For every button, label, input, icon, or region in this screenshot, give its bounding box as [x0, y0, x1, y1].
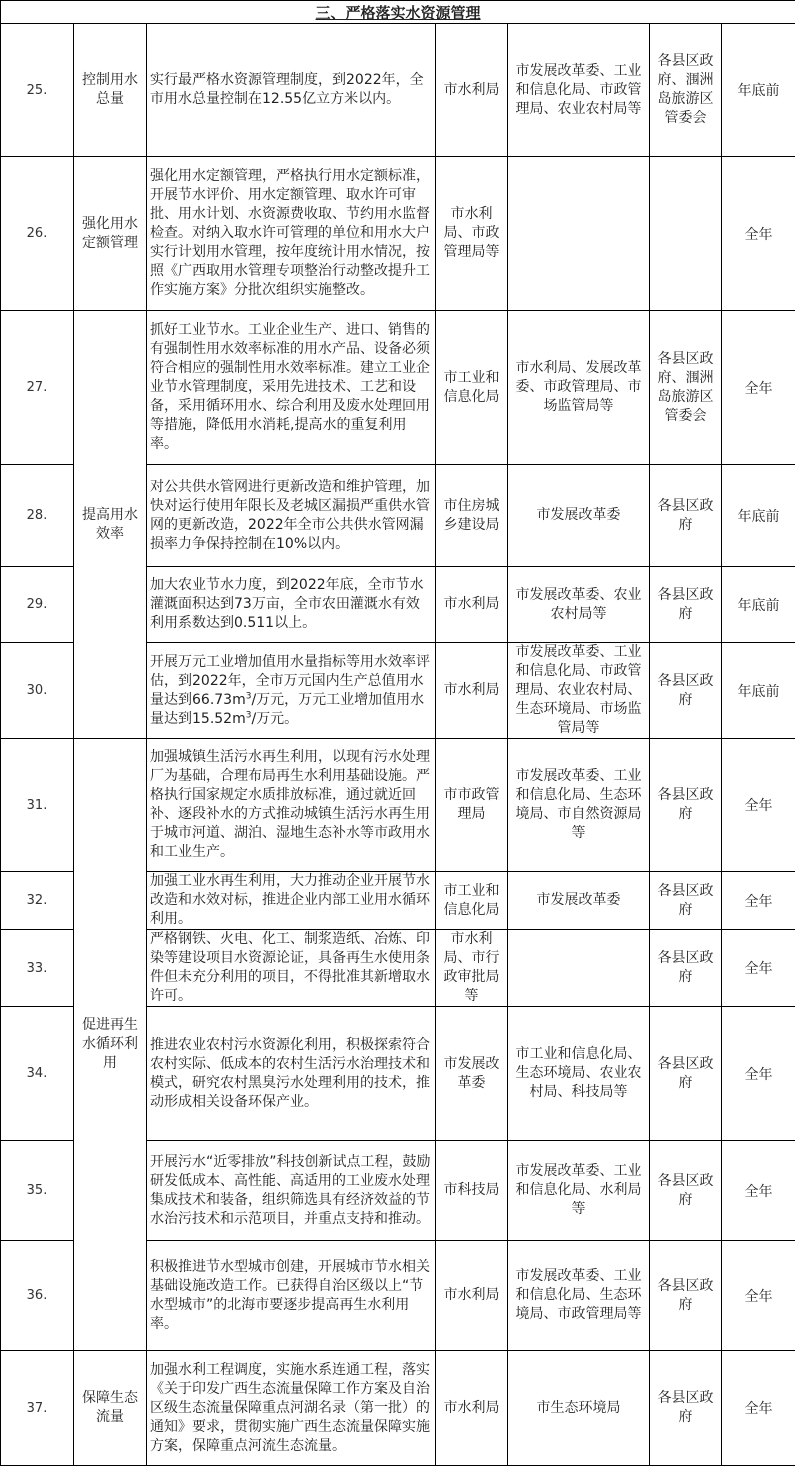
task-name: 保障生态流量: [74, 1351, 147, 1466]
cooperating-units: 市发展改革委: [508, 465, 650, 567]
lead-unit: 市水利局: [436, 24, 508, 157]
task-name: 提高用水效率: [74, 311, 147, 739]
responsible-units: 各县区政府: [650, 643, 722, 739]
table-row: [1, 1351, 795, 1466]
deadline: 全年: [722, 157, 795, 311]
deadline: 年底前: [722, 465, 795, 567]
row-number: 25.: [1, 24, 74, 157]
deadline: 全年: [722, 311, 795, 465]
responsible-units: 各县区政府、涠洲岛旅游区管委会: [650, 311, 722, 465]
row-number: 35.: [1, 1141, 74, 1241]
deadline: 年底前: [722, 24, 795, 157]
task-content: 对公共供水管网进行更新改造和维护管理，加快对运行使用年限长及老城区漏损严重供水管网的更新改造，2022年全市公共供水管网漏损率力争保持控制在10%以内。: [147, 465, 436, 567]
cooperating-units: 市工业和信息化局、生态环境局、农业农村局、科技局等: [508, 1007, 650, 1141]
table-row: [1, 739, 795, 872]
cooperating-units: 市发展改革委、工业和信息化局、市政管理局、农业农村局、生态环境局、市场监管局等: [508, 643, 650, 739]
task-name: 强化用水定额管理: [74, 157, 147, 311]
deadline: 年底前: [722, 643, 795, 739]
deadline: 全年: [722, 1351, 795, 1466]
deadline: 全年: [722, 872, 795, 930]
row-number: 34.: [1, 1007, 74, 1141]
lead-unit: 市水利局: [436, 1241, 508, 1351]
task-content: 加强城镇生活污水再生利用，以现有污水处理厂为基础，合理布局再生水利用基础设施。严格执行国家规定水质排放标准，通过就近回补、逐段补水的方式推动城镇生活污水再生用于城市河道、湖泊、湿地生态补水等市政用水和工业生产。: [147, 739, 436, 872]
deadline: 年底前: [722, 567, 795, 643]
responsible-units: 各县区政府、涠洲岛旅游区管委会: [650, 24, 722, 157]
cooperating-units: 市发展改革委、农业农村局等: [508, 567, 650, 643]
lead-unit: 市工业和信息化局: [436, 872, 508, 930]
task-name: 控制用水总量: [74, 24, 147, 157]
cooperating-units: 市生态环境局: [508, 1351, 650, 1466]
row-number: 33.: [1, 930, 74, 1007]
task-content: 推进农业农村污水资源化利用，积极探索符合农村实际、低成本的农村生活污水治理技术和模式，研究农村黑臭污水处理利用的技术，推动形成相关设备环保产业。: [147, 1007, 436, 1141]
cooperating-units: 市发展改革委、工业和信息化局、生态环境局、市自然资源局等: [508, 739, 650, 872]
row-number: 29.: [1, 567, 74, 643]
row-number: 26.: [1, 157, 74, 311]
cooperating-units: [508, 930, 650, 1007]
table-row: [1, 311, 795, 465]
lead-unit: 市水利局、市行政审批局等: [436, 930, 508, 1007]
deadline: 全年: [722, 1141, 795, 1241]
lead-unit: 市市政管理局: [436, 739, 508, 872]
responsible-units: 各县区政府: [650, 465, 722, 567]
cooperating-units: [508, 157, 650, 311]
lead-unit: 市发展改革委: [436, 1007, 508, 1141]
row-number: 31.: [1, 739, 74, 872]
section-title: 三、严格落实水资源管理: [1, 1, 795, 24]
task-content: 强化用水定额管理，严格执行用水定额标准，开展节水评价、用水定额管理、取水许可审批、用水计划、水资源费收取、节约用水监督检查。对纳入取水许可管理的单位和用水大户实行计划用水管理，按年度统计用水情况，按照《广西取用水管理专项整治行动整改提升工作实施方案》分批次组织实施整改。: [147, 157, 436, 311]
task-content: 实行最严格水资源管理制度，到2022年，全市用水总量控制在12.55亿立方米以内。: [147, 24, 436, 157]
lead-unit: 市科技局: [436, 1141, 508, 1241]
table-row: [1, 157, 795, 311]
task-name: 促进再生水循环利用: [74, 739, 147, 1351]
row-number: 37.: [1, 1351, 74, 1466]
task-content: 严格钢铁、火电、化工、制浆造纸、冶炼、印染等建设项目水资源论证，具备再生水使用条件但未充分利用的项目，不得批准其新增取水许可。: [147, 930, 436, 1007]
responsible-units: 各县区政府: [650, 930, 722, 1007]
table-row: [1, 24, 795, 157]
responsible-units: 各县区政府: [650, 739, 722, 872]
responsible-units: 各县区政府: [650, 872, 722, 930]
cooperating-units: 市水利局、发展改革委、市政管理局、市场监管局等: [508, 311, 650, 465]
responsible-units: 各县区政府: [650, 1141, 722, 1241]
responsible-units: 各县区政府: [650, 1241, 722, 1351]
task-content: 积极推进节水型城市创建，开展城市节水相关基础设施改造工作。已获得自治区级以上“节水型城市”的北海市要逐步提高再生水利用率。: [147, 1241, 436, 1351]
row-number: 36.: [1, 1241, 74, 1351]
task-content: 抓好工业节水。工业企业生产、进口、销售的有强制性用水效率标准的用水产品、设备必须符合相应的强制性用水效率标准。建立工业企业节水管理制度，采用先进技术、工艺和设备，采用循环用水、综合利用及废水处理回用等措施，降低用水消耗,提高水的重复利用率。: [147, 311, 436, 465]
task-content: 开展万元工业增加值用水量指标等用水效率评估，到2022年，全市万元国内生产总值用水量达到$66.73m^3/$万元，万元工业增加值用水量达到$15.52m^3/$万元。: [147, 643, 436, 739]
row-number: 30.: [1, 643, 74, 739]
task-content: 开展污水“近零排放”科技创新试点工程，鼓励研发低成本、高性能、高适用的工业废水处理集成技术和装备，组织筛选具有经济效益的节水治污技术和示范项目，并重点支持和推动。: [147, 1141, 436, 1241]
deadline: 全年: [722, 1007, 795, 1141]
cooperating-units: 市发展改革委、工业和信息化局、水利局等: [508, 1141, 650, 1241]
responsible-units: [650, 157, 722, 311]
lead-unit: 市住房城乡建设局: [436, 465, 508, 567]
lead-unit: 市水利局: [436, 567, 508, 643]
cooperating-units: 市发展改革委、工业和信息化局、生态环境局、市政管理局等: [508, 1241, 650, 1351]
responsible-units: 各县区政府: [650, 567, 722, 643]
row-number: 27.: [1, 311, 74, 465]
cooperating-units: 市发展改革委: [508, 872, 650, 930]
task-content: 加强工业水再生利用，大力推动企业开展节水改造和水效对标，推进企业内部工业用水循环利用。: [147, 872, 436, 930]
lead-unit: 市工业和信息化局: [436, 311, 508, 465]
task-content: 加大农业节水力度，到2022年底，全市节水灌溉面积达到73万亩，全市农田灌溉水有效利用系数达到0.511以上。: [147, 567, 436, 643]
lead-unit: 市水利局: [436, 643, 508, 739]
responsible-units: 各县区政府: [650, 1007, 722, 1141]
responsible-units: 各县区政府: [650, 1351, 722, 1466]
row-number: 28.: [1, 465, 74, 567]
lead-unit: 市水利局、市政管理局等: [436, 157, 508, 311]
deadline: 全年: [722, 1241, 795, 1351]
lead-unit: 市水利局: [436, 1351, 508, 1466]
cooperating-units: 市发展改革委、工业和信息化局、市政管理局、农业农村局等: [508, 24, 650, 157]
deadline: 全年: [722, 930, 795, 1007]
task-content: 加强水利工程调度，实施水系连通工程，落实《关于印发广西生态流量保障工作方案及自治区级生态流量保障重点河湖名录（第一批）的通知》要求，贯彻实施广西生态流量保障实施方案，保障重点河流生态流量。: [147, 1351, 436, 1466]
row-number: 32.: [1, 872, 74, 930]
deadline: 全年: [722, 739, 795, 872]
